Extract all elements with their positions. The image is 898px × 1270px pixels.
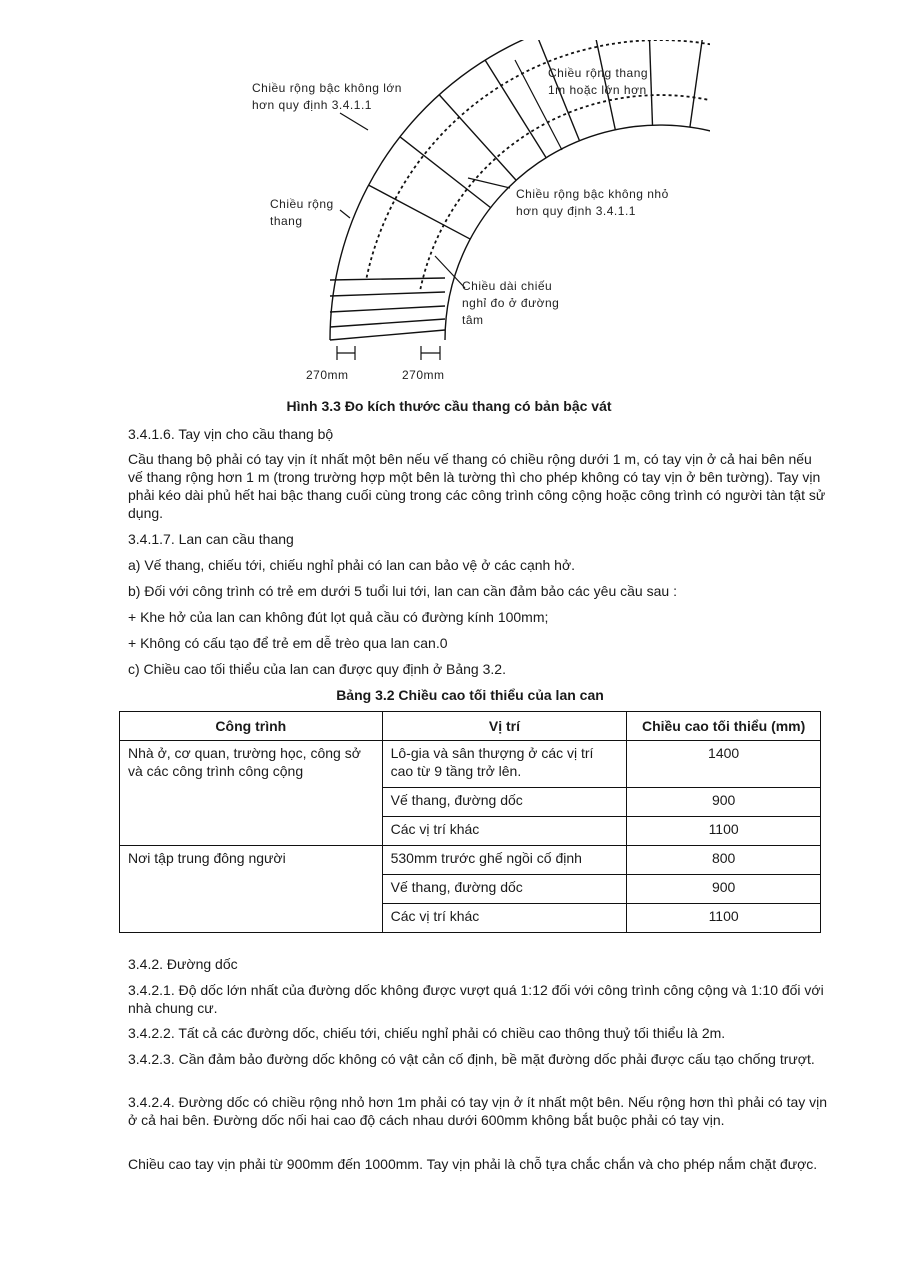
heading-handrail: 3.4.1.6. Tay vịn cho cầu thang bộ <box>128 426 334 442</box>
table-title: Bảng 3.2 Chiều cao tối thiểu của lan can <box>336 687 604 703</box>
para-railing-b1: + Khe hở của lan can không đút lọt quả cầu có đường kính 100mm; <box>128 609 549 625</box>
para-ramp-1: 3.4.2.1. Độ dốc lớn nhất của đường dốc không được vượt quá 1:12 đối với công trình công cộng và 1:10 đối với nhà chung cư. <box>128 982 824 1016</box>
table-row <box>120 846 821 875</box>
table-row <box>120 741 821 788</box>
cell-position: Lô-gia và sân thượng ở các vị trí cao từ 9 tầng trở lên. <box>382 741 627 788</box>
figure-caption: Hình 3.3 Đo kích thước cầu thang có bản bậc vát <box>286 398 612 414</box>
tread-line <box>439 95 516 180</box>
para-railing-a: a) Vế thang, chiếu tới, chiếu nghỉ phải có lan can bảo vệ ở các cạnh hở. <box>128 557 576 573</box>
railing-height-table <box>119 711 821 933</box>
step-line <box>330 306 445 312</box>
leader-line <box>340 113 368 130</box>
para-railing-c: c) Chiều cao tối thiểu của lan can được quy định ở Bảng 3.2. <box>128 661 506 677</box>
heading-ramps: 3.4.2. Đường dốc <box>128 956 238 972</box>
para-handrail: Cầu thang bộ phải có tay vịn ít nhất một bên nếu vế thang có chiều rộng dưới 1 m, có tay vịn ở cả hai bên nếu vế thang rộng hơn 1 m (trong trường hợp một bên là tường thì cho phép không có tay vịn ở bên tường). Tay vịn phải kéo dài phủ hết hai bậc thang cuối cùng trong các công trình công cộng hoặc công trình có người tàn tật sử dụng. <box>128 451 826 521</box>
para-ramp-5: Chiều cao tay vịn phải từ 900mm đến 1000mm. Tay vịn phải là chỗ tựa chắc chắn và cho phép nắm chặt được. <box>128 1156 818 1172</box>
para-ramp-2: 3.4.2.2. Tất cả các đường dốc, chiếu tới, chiếu nghỉ phải có chiều cao thông thuỷ tối thiểu là 2m. <box>128 1025 726 1041</box>
group-name: Nơi tập trung đông người <box>120 846 383 933</box>
cell-height: 1400 <box>627 741 821 788</box>
para-railing-b2: + Không có cấu tạo để trẻ em dễ trèo qua lan can.0 <box>128 635 448 651</box>
cell-position: Vế thang, đường dốc <box>382 788 627 817</box>
step-line <box>330 278 445 280</box>
cell-height: 1100 <box>627 817 821 846</box>
cell-height: 900 <box>627 788 821 817</box>
cell-position: 530mm trước ghế ngồi cố định <box>382 846 627 875</box>
label-tread-max: Chiều rộng bậc không lớn hơn quy định 3.4.1.1 <box>252 81 402 112</box>
step-line <box>330 319 445 327</box>
cell-height: 800 <box>627 846 821 875</box>
heading-railing: 3.4.1.7. Lan can cầu thang <box>128 531 294 547</box>
leader-line <box>340 210 350 218</box>
label-stair-width-1m: Chiều rộng thang 1m hoặc lớn hơn <box>548 66 649 97</box>
tread-line <box>369 185 471 239</box>
label-stair-width: Chiều rộng thang <box>270 197 334 228</box>
dim-label-right: 270mm <box>402 368 445 382</box>
para-ramp-3: 3.4.2.3. Cần đảm bảo đường dốc không có vật cản cố định, bề mặt đường dốc phải được cấu tạo chống trượt. <box>128 1051 815 1067</box>
label-landing-length: Chiều dài chiếu nghỉ đo ở đường tâm <box>462 279 560 327</box>
stair-diagram <box>240 40 710 392</box>
group-name: Nhà ở, cơ quan, trường học, công sở và các công trình công cộng <box>120 741 383 846</box>
cell-position: Vế thang, đường dốc <box>382 875 627 904</box>
cell-height: 900 <box>627 875 821 904</box>
step-line <box>330 292 445 296</box>
cell-position: Các vị trí khác <box>382 904 627 933</box>
header-building: Công trình <box>120 712 383 741</box>
walk-line-outer <box>367 40 710 278</box>
tread-line <box>400 137 491 208</box>
tread-line <box>485 60 546 158</box>
table-header-row <box>120 712 821 741</box>
tread-line <box>690 40 706 127</box>
dim-label-left: 270mm <box>306 368 349 382</box>
tread-line <box>648 40 652 125</box>
step-line <box>330 330 445 340</box>
cell-position: Các vị trí khác <box>382 817 627 846</box>
para-railing-b: b) Đối với công trình có trẻ em dưới 5 tuổi lui tới, lan can cần đảm bảo các yêu cầu sau : <box>128 583 677 599</box>
leader-line <box>468 178 510 188</box>
header-min-height: Chiều cao tối thiểu (mm) <box>627 712 821 741</box>
header-position: Vị trí <box>382 712 627 741</box>
para-ramp-4: 3.4.2.4. Đường dốc có chiều rộng nhỏ hơn 1m phải có tay vịn ở ít nhất một bên. Nếu rộng hơn thì phải có tay vịn ở cả hai bên. Đường dốc nối hai cao độ cách nhau dưới 600mm không bắt buộc phải có tay vịn. <box>128 1094 828 1128</box>
cell-height: 1100 <box>627 904 821 933</box>
label-tread-min: Chiều rộng bậc không nhỏ hơn quy định 3.4.1.1 <box>516 187 669 218</box>
